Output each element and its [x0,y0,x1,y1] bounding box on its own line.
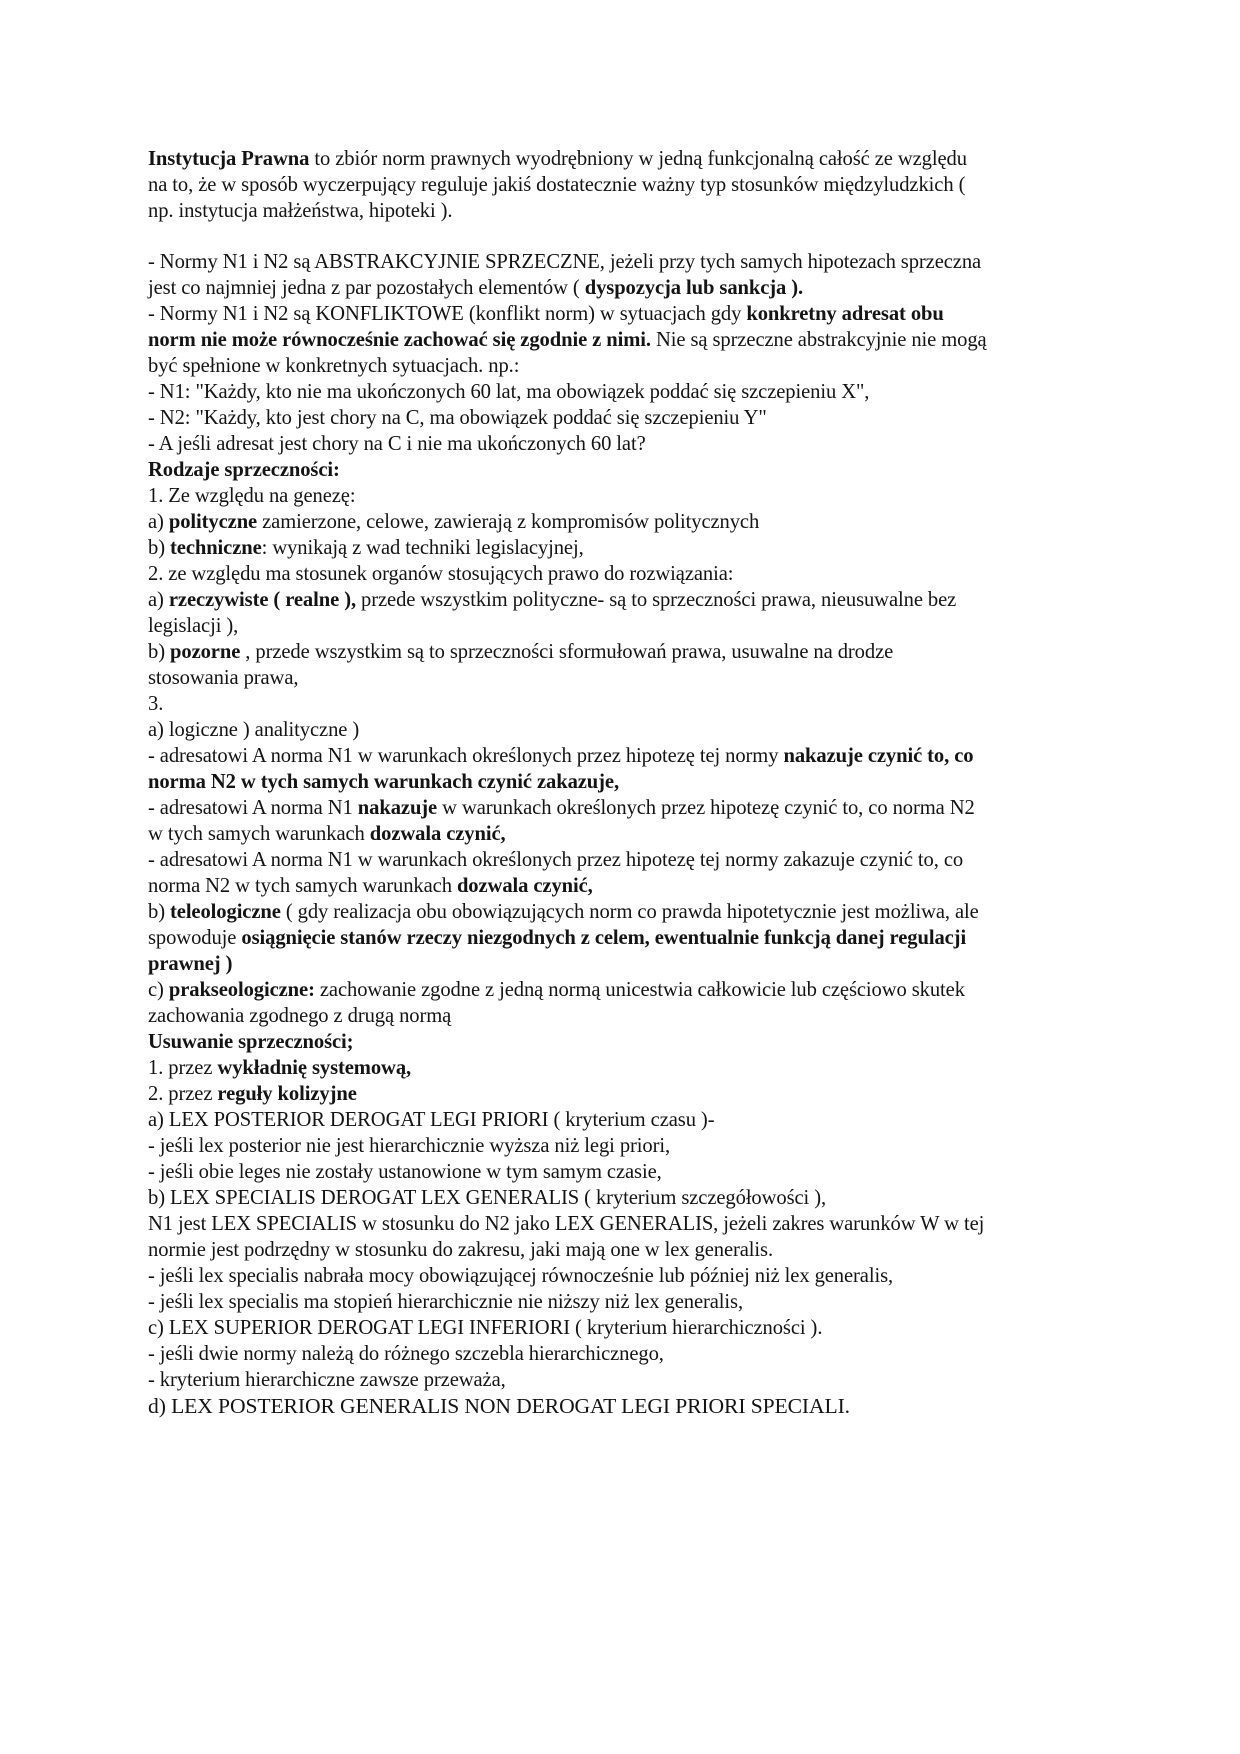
text-line [148,769,1140,795]
text-line [148,353,1140,379]
text-run: - jeśli lex specialis nabrała mocy obowiązującej równocześnie lub później niż lex generalis, [148,1265,894,1287]
text-run: b) [148,537,171,559]
text-run: stosowania prawa, [148,667,299,689]
text-run: - jeśli lex posterior nie jest hierarchicznie wyższa niż legi priori, [148,1135,671,1157]
text-run: - jeśli lex specialis ma stopień hierarchicznie nie niższy niż lex generalis, [148,1291,744,1313]
text-run: 3. [148,693,164,715]
bold-run: norma N2 w tych samych warunkach czynić zakazuje, [148,771,620,793]
text-run: zachowanie zgodne z jedną normą unicestwia całkowicie lub częściowo skutek [314,979,965,1001]
text-line [148,379,1140,405]
text-line [148,301,1140,327]
text-run: ( gdy realizacja obu obowiązujących norm co prawda hipotetycznie jest możliwa, ale [280,901,979,923]
text-line [148,1393,1140,1419]
text-run: - jeśli dwie normy należą do różnego szczebla hierarchicznego, [148,1343,664,1365]
text-run: : wynikają z wad techniki legislacyjnej, [261,537,584,559]
text-run: a) [148,589,169,611]
text-run: - N1: "Każdy, kto nie ma ukończonych 60 lat, ma obowiązek poddać się szczepieniu X", [148,381,870,403]
bold-run: techniczne [170,537,262,559]
text-line [148,639,1140,665]
bold-run: dozwala czynić, [369,823,506,845]
text-run: d) LEX POSTERIOR GENERALIS NON DEROGAT LEGI PRIORI SPECIALI. [148,1394,850,1418]
bold-run: dyspozycja lub sankcja ). [584,277,804,299]
bold-run: nakazuje [357,797,438,819]
text-line [148,743,1140,769]
text-line [148,509,1140,535]
text-line [148,1341,1140,1367]
bold-run: teleologiczne [170,901,281,923]
text-run: - adresatowi A norma N1 w warunkach określonych przez hipotezę tej normy zakazuje czynić to, co [148,849,964,871]
text-run: zachowania zgodnego z drugą normą [148,1005,452,1027]
text-line [148,1133,1140,1159]
text-run: to zbiór norm prawnych wyodrębniony w jedną funkcjonalną całość ze względu [309,148,967,170]
text-run: c) LEX SUPERIOR DEROGAT LEGI INFERIORI ( kryterium hierarchiczności ). [148,1317,823,1339]
bold-run: norm nie może równocześnie zachować się zgodnie z nimi. [148,329,651,351]
text-run: - A jeśli adresat jest chory na C i nie ma ukończonych 60 lat? [148,433,646,455]
bold-run: pozorne [170,641,241,663]
text-line [148,249,1140,275]
text-run: 1. Ze względu na genezę: [148,485,356,507]
text-run: zamierzone, celowe, zawierają z kompromisów politycznych [257,511,760,533]
text-line [148,691,1140,717]
text-line [148,1055,1140,1081]
bold-run: polityczne [168,511,258,533]
text-line [148,587,1140,613]
text-run: 2. przez [148,1083,218,1105]
text-line [148,172,1140,198]
text-line [148,873,1140,899]
bold-run: prakseologiczne: [168,979,315,1001]
bold-run: nakazuje czynić to, co [783,745,974,767]
text-line [148,1289,1140,1315]
text-run: - kryterium hierarchiczne zawsze przeważa, [148,1369,506,1391]
text-line [148,1185,1140,1211]
text-line [148,198,1140,224]
text-run: norma N2 w tych samych warunkach [148,875,457,897]
text-line [148,1029,1140,1055]
text-run: - Normy N1 i N2 są KONFLIKTOWE (konflikt norm) w sytuacjach gdy [148,303,747,325]
text-run: przede wszystkim polityczne- są to sprzeczności prawa, nieusuwalne bez [356,589,957,611]
text-line [148,717,1140,743]
text-run: legislacji ), [148,615,239,637]
text-line [148,613,1140,639]
text-line [148,1159,1140,1185]
text-line [148,925,1140,951]
text-run: - adresatowi A norma N1 w warunkach określonych przez hipotezę tej normy [148,745,784,767]
text-run: w tych samych warunkach [148,823,370,845]
text-run: b) [148,901,171,923]
text-line [148,535,1140,561]
text-line [148,1081,1140,1107]
paragraph-gap [148,224,1140,249]
text-line [148,405,1140,431]
text-line [148,561,1140,587]
text-run: a) logiczne ) analityczne ) [148,719,360,741]
text-run: b) [148,641,171,663]
text-line [148,977,1140,1003]
text-run: normie jest podrzędny w stosunku do zakresu, jaki mają one w lex generalis. [148,1239,774,1261]
text-line [148,821,1140,847]
text-run: być spełnione w konkretnych sytuacjach. np.: [148,355,520,377]
text-run: - adresatowi A norma N1 [148,797,358,819]
text-run: - Normy N1 i N2 są ABSTRAKCYJNIE SPRZECZNE, jeżeli przy tych samych hipotezach sprzeczna [148,251,982,273]
text-run: 1. przez [148,1057,218,1079]
text-line [148,795,1140,821]
text-line [148,457,1140,483]
document-body [148,249,1140,1419]
text-line [148,1211,1140,1237]
text-run: 2. ze względu ma stosunek organów stosujących prawo do rozwiązania: [148,563,734,585]
text-line [148,146,1140,172]
text-line [148,275,1140,301]
text-line [148,1003,1140,1029]
text-run: N1 jest LEX SPECIALIS w stosunku do N2 jako LEX GENERALIS, jeżeli zakres warunków W w tej [148,1213,985,1235]
text-run: a) [148,511,169,533]
text-line [148,1315,1140,1341]
text-line [148,899,1140,925]
text-run: spowoduje [148,927,242,949]
text-run: - N2: "Każdy, kto jest chory na C, ma obowiązek poddać się szczepieniu Y" [148,407,767,429]
text-line [148,327,1140,353]
bold-run: wykładnię systemową, [217,1057,412,1079]
text-run: - jeśli obie leges nie zostały ustanowione w tym samym czasie, [148,1161,662,1183]
text-run: , przede wszystkim są to sprzeczności sformułowań prawa, usuwalne na drodze [240,641,894,663]
text-line [148,483,1140,509]
text-run: b) LEX SPECIALIS DEROGAT LEX GENERALIS ( kryterium szczegółowości ), [148,1187,827,1209]
text-line [148,1367,1140,1393]
bold-run: Rodzaje sprzeczności: [148,459,340,481]
text-run: a) LEX POSTERIOR DEROGAT LEGI PRIORI ( kryterium czasu )- [148,1109,715,1131]
text-line [148,951,1140,977]
bold-run: reguły kolizyjne [217,1083,357,1105]
text-run: Nie są sprzeczne abstrakcyjnie nie mogą [650,329,987,351]
text-line [148,1237,1140,1263]
bold-run: konkretny adresat obu [746,303,944,325]
bold-run: Usuwanie sprzeczności; [148,1031,354,1053]
text-run: jest co najmniej jedna z par pozostałych elementów ( [148,277,585,299]
text-run: w warunkach określonych przez hipotezę czynić to, co norma N2 [437,797,975,819]
bold-run: osiągnięcie stanów rzeczy niezgodnych z celem, ewentualnie funkcją danej regulacji [241,927,967,949]
bold-run: dozwala czynić, [456,875,593,897]
bold-run: rzeczywiste ( realne ), [168,589,356,611]
text-line [148,847,1140,873]
definition-paragraph [148,146,1140,224]
text-line [148,665,1140,691]
text-line [148,1263,1140,1289]
text-run: c) [148,979,169,1001]
text-run: na to, że w sposób wyczerpujący reguluje jakiś dostatecznie ważny typ stosunków międzyludzkich ( [148,174,966,196]
text-run: np. instytucja małżeństwa, hipoteki ). [148,200,453,222]
text-line [148,431,1140,457]
bold-run: prawnej ) [148,953,233,975]
bold-run: Instytucja Prawna [148,148,310,170]
text-line [148,1107,1140,1133]
